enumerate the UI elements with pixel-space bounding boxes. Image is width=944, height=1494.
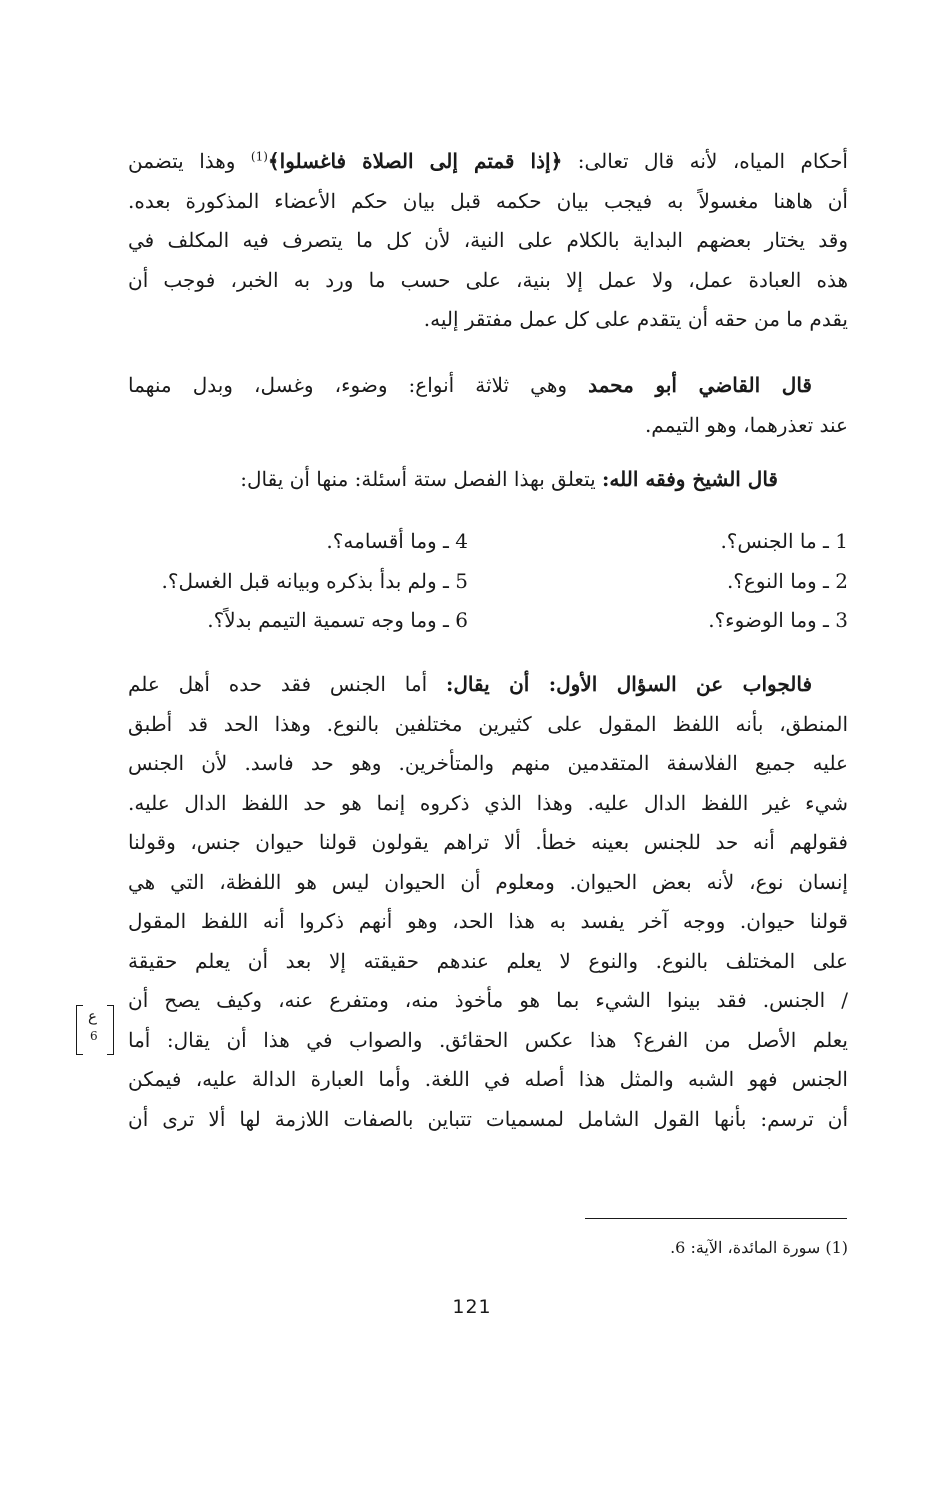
text-line: إنسان نوع، لأنه بعض الحيوان. ومعلوم أن الحيوان ليس هو اللفظة، التي هي xyxy=(128,869,848,894)
text-segment: أحكام المياه، لأنه قال تعالى: xyxy=(562,149,848,173)
paragraph-3 xyxy=(128,460,848,500)
question-item: 1 ـ ما الجنس؟. xyxy=(720,529,848,553)
speaker-label: قال القاضي أبو محمد xyxy=(588,373,812,397)
text-line: عليه جميع الفلاسفة المتقدمين منهم والمتأخرين. وهو حد فاسد. لأن الجنس xyxy=(128,751,848,775)
question-item: 2 ـ وما النوع؟. xyxy=(726,568,848,593)
text-line: عند تعذرهما، وهو التيمم. xyxy=(644,412,848,437)
paragraph-4 xyxy=(128,665,848,1139)
footnote-marker: (1) xyxy=(250,149,268,164)
question-row xyxy=(128,601,848,641)
text-line: شيء غير اللفظ الدال عليه. وهذا الذي ذكروه إنما هو حد اللفظ الدال عليه. xyxy=(128,790,848,815)
text-line: يقدم ما من حقه أن يتقدم على كل عمل مفتقر إليه. xyxy=(423,307,848,331)
text-segment: وهذا يتضمن xyxy=(128,149,251,173)
text-line: وقد يختار بعضهم البداية بالكلام على النية، لأن كل ما يتصرف فيه المكلف في xyxy=(128,228,848,252)
page-number: 121 xyxy=(452,1296,492,1318)
text-line: يعلم الأصل من الفرع؟ هذا عكس الحقائق. والصواب في هذا أن يقال: أما xyxy=(128,1027,848,1052)
footnote-rule xyxy=(585,1218,847,1219)
text-line: هذه العبادة عمل، ولا عمل إلا بنية، على حسب ما ورد به الخبر، فوجب أن xyxy=(128,267,848,292)
question-item: 3 ـ وما الوضوء؟. xyxy=(708,608,848,632)
text-line: / الجنس. فقد بينوا الشيء بما هو مأخوذ منه، ومتفرع عنه، وكيف يصح أن xyxy=(128,988,848,1012)
text-line: الجنس فهو الشبه والمثل هذا أصله في اللغة. وأما العبارة الدالة عليه، فيمكن xyxy=(128,1067,848,1091)
text-line: أن هاهنا مغسولاً به فيجب بيان حكمه قبل بيان حكم الأعضاء المذكورة بعده. xyxy=(128,188,848,213)
folio-number: 6 xyxy=(90,1029,98,1043)
text-line xyxy=(128,142,848,182)
text-line xyxy=(128,665,848,705)
question-row xyxy=(128,562,848,602)
text-segment: وهي ثلاثة أنواع: وضوء، وغسل، وبدل منهما xyxy=(128,373,589,397)
text-line: أن ترسم: بأنها القول الشامل لمسميات تتباين بالصفات اللازمة لها ألا ترى أن xyxy=(128,1106,848,1131)
question-row xyxy=(128,522,848,562)
questions-list xyxy=(128,522,848,641)
paragraph-2 xyxy=(128,366,848,445)
text-line xyxy=(128,366,848,406)
question-item: 4 ـ وما أقسامه؟. xyxy=(326,529,468,553)
footnote: (1) سورة المائدة، الآية: 6. xyxy=(670,1238,848,1257)
question-item: 5 ـ ولم بدأ بذكره وبيانه قبل الغسل؟. xyxy=(161,568,468,593)
text-line xyxy=(128,460,848,500)
bracket-right xyxy=(107,1005,114,1055)
text-line: على المختلف بالنوع. والنوع لا يعلم عندهم حقيقته إلا بعد أن يعلم حقيقة xyxy=(128,948,848,973)
text-line: المنطق، بأنه اللفظ المقول على كثيرين مختلفين بالنوع. وهذا الحد قد أطبق xyxy=(128,711,848,736)
bracket-left xyxy=(76,1005,83,1055)
text-segment: يتعلق بهذا الفصل ستة أسئلة: منها أن يقال: xyxy=(240,467,603,491)
speaker-label: قال الشيخ وفقه الله: xyxy=(602,467,778,491)
text-line: فقولهم أنه حد للجنس بعينه خطأ. ألا تراهم يقولون قولنا حيوان جنس، وقولنا xyxy=(128,830,848,854)
text-segment: أما الجنس فقد حده أهل علم xyxy=(128,672,446,696)
quran-quote: ﴿إذا قمتم إلى الصلاة فاغسلوا﴾ xyxy=(267,149,563,173)
text-line: قولنا حيوان. ووجه آخر يفسد به هذا الحد، وهو أنهم ذكروا أنه اللفظ المقول xyxy=(128,909,848,933)
folio-letter: ع xyxy=(88,1007,97,1025)
manuscript-folio-note xyxy=(76,1005,114,1055)
question-item: 6 ـ وما وجه تسمية التيمم بدلاً؟. xyxy=(207,608,468,632)
paragraph-1 xyxy=(128,142,848,340)
answer-lead: فالجواب عن السؤال الأول: أن يقال: xyxy=(445,672,813,696)
